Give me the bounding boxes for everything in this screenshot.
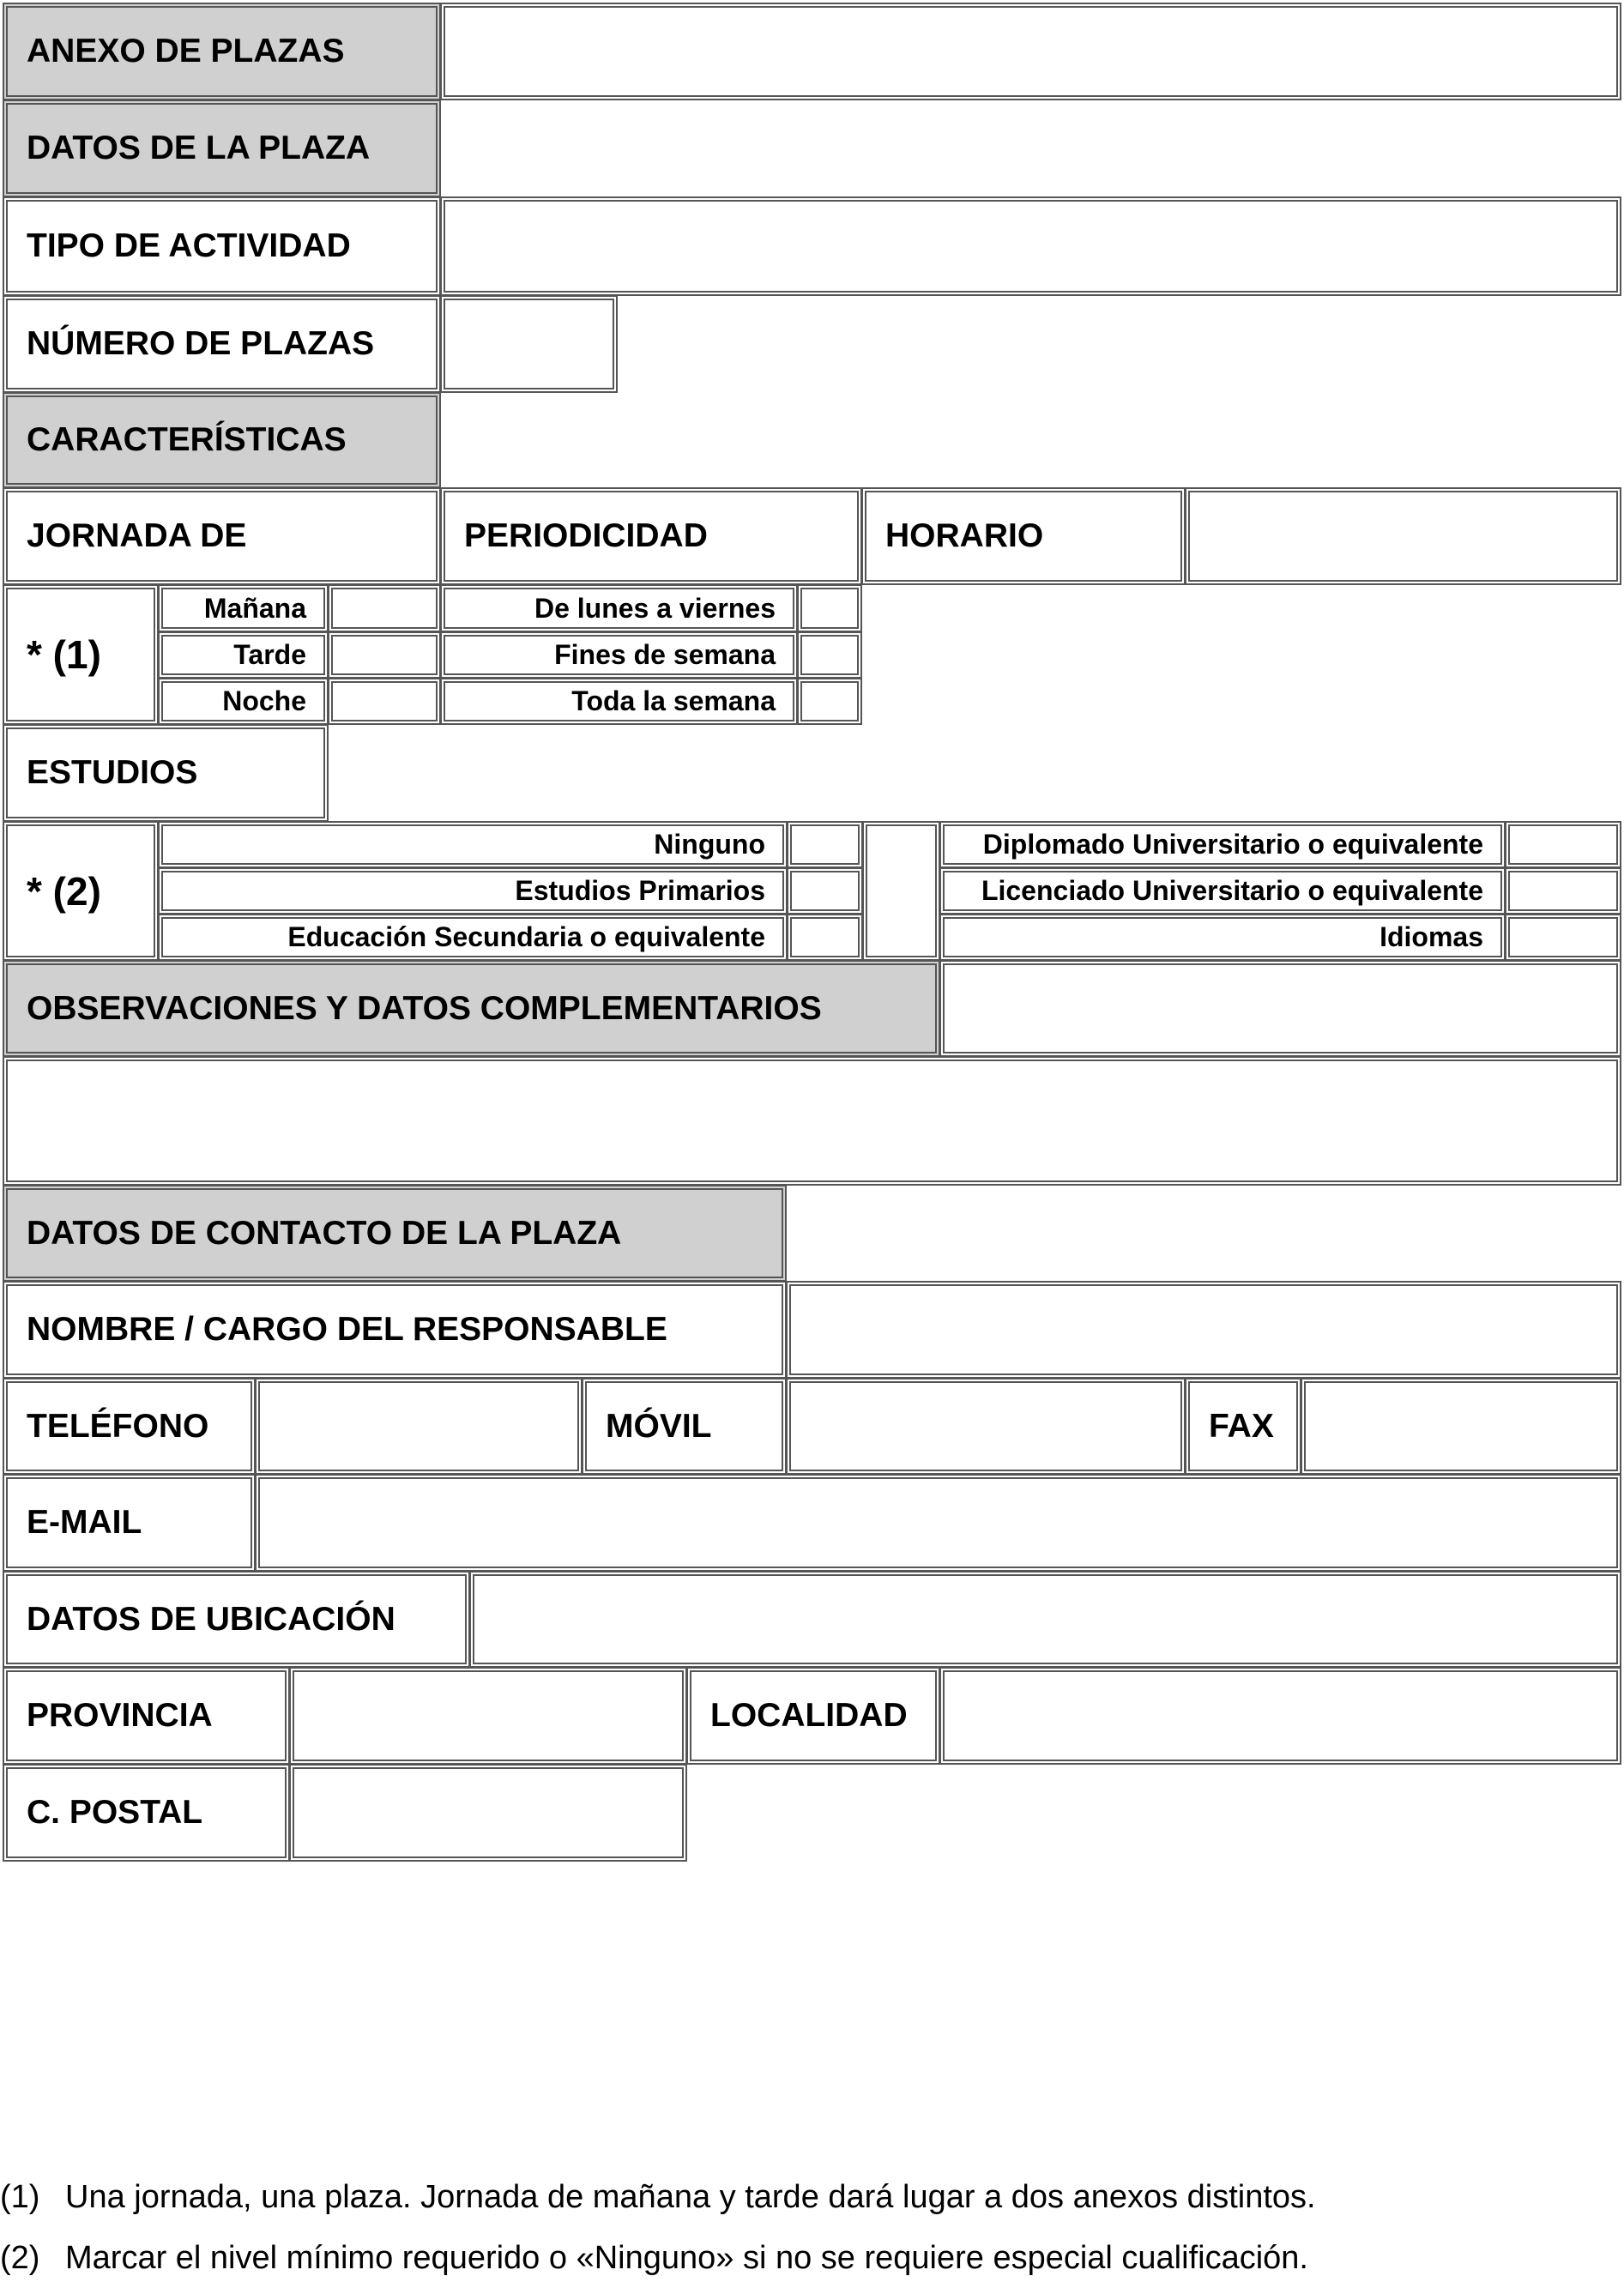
telefono-label: TELÉFONO <box>3 1378 256 1475</box>
observaciones-field[interactable] <box>3 1056 1621 1186</box>
estudios-option-licenciado: Licenciado Universitario o equivalente <box>939 867 1506 915</box>
ubicacion-label: DATOS DE UBICACIÓN <box>3 1571 470 1668</box>
localidad-field[interactable] <box>939 1667 1621 1765</box>
provincia-label: PROVINCIA <box>3 1667 290 1765</box>
jornada-option-noche: Noche <box>158 678 329 725</box>
jornada-checkbox-noche[interactable] <box>328 678 441 725</box>
periodicidad-checkbox-lunes-viernes[interactable] <box>797 584 862 632</box>
horario-label: HORARIO <box>861 487 1186 585</box>
horario-field[interactable] <box>1185 487 1621 585</box>
caracteristicas-title: CARACTERÍSTICAS <box>3 392 441 488</box>
numero-plazas-field[interactable] <box>440 295 618 393</box>
periodicidad-option-fines-semana: Fines de semana <box>440 631 798 679</box>
localidad-label: LOCALIDAD <box>686 1667 940 1765</box>
ubicacion-field[interactable] <box>469 1571 1621 1668</box>
estudios-checkbox-idiomas[interactable] <box>1505 914 1621 961</box>
estudios-option-idiomas: Idiomas <box>939 914 1506 961</box>
numero-plazas-label: NÚMERO DE PLAZAS <box>3 295 441 393</box>
anexo-field[interactable] <box>440 3 1621 100</box>
periodicidad-checkbox-fines-semana[interactable] <box>797 631 862 679</box>
periodicidad-label: PERIODICIDAD <box>440 487 862 585</box>
email-field[interactable] <box>255 1474 1621 1572</box>
jornada-checkbox-tarde[interactable] <box>328 631 441 679</box>
jornada-label: JORNADA DE <box>3 487 441 585</box>
estudios-checkbox-secundaria[interactable] <box>787 914 863 961</box>
estudios-checkbox-diplomado[interactable] <box>1505 821 1621 868</box>
jornada-checkbox-manana[interactable] <box>328 584 441 632</box>
estudios-option-diplomado: Diplomado Universitario o equivalente <box>939 821 1506 868</box>
estudios-checkbox-primarios[interactable] <box>787 867 863 915</box>
responsable-label: NOMBRE / CARGO DEL RESPONSABLE <box>3 1281 787 1379</box>
contacto-title: DATOS DE CONTACTO DE LA PLAZA <box>3 1185 787 1282</box>
estudios-option-primarios: Estudios Primarios <box>158 867 788 915</box>
jornada-option-tarde: Tarde <box>158 631 329 679</box>
fax-field[interactable] <box>1301 1378 1621 1475</box>
movil-field[interactable] <box>786 1378 1186 1475</box>
anexo-title: ANEXO DE PLAZAS <box>3 3 441 100</box>
observaciones-side <box>939 960 1621 1057</box>
estudios-option-secundaria: Educación Secundaria o equivalente <box>158 914 788 961</box>
tipo-actividad-label: TIPO DE ACTIVIDAD <box>3 196 441 296</box>
email-label: E-MAIL <box>3 1474 256 1572</box>
periodicidad-option-toda-semana: Toda la semana <box>440 678 798 725</box>
estudios-spacer <box>862 821 940 961</box>
jornada-marker: * (1) <box>3 584 159 725</box>
estudios-option-ninguno: Ninguno <box>158 821 788 868</box>
jornada-option-manana: Mañana <box>158 584 329 632</box>
movil-label: MÓVIL <box>582 1378 787 1475</box>
observaciones-title: OBSERVACIONES Y DATOS COMPLEMENTARIOS <box>3 960 940 1057</box>
responsable-field[interactable] <box>786 1281 1621 1379</box>
footnote-1: (1) Una jornada, una plaza. Jornada de mañana y tarde dará lugar a dos anexos distintos. <box>0 2179 1316 2215</box>
periodicidad-checkbox-toda-semana[interactable] <box>797 678 862 725</box>
estudios-checkbox-licenciado[interactable] <box>1505 867 1621 915</box>
postal-label: C. POSTAL <box>3 1764 290 1862</box>
datos-plaza-title: DATOS DE LA PLAZA <box>3 100 441 197</box>
telefono-field[interactable] <box>255 1378 583 1475</box>
fax-label: FAX <box>1185 1378 1301 1475</box>
footnote-2: (2) Marcar el nivel mínimo requerido o «Ninguno» si no se requiere especial cualificación. <box>0 2240 1308 2276</box>
periodicidad-option-lunes-viernes: De lunes a viernes <box>440 584 798 632</box>
estudios-checkbox-ninguno[interactable] <box>787 821 863 868</box>
estudios-label: ESTUDIOS <box>3 724 329 822</box>
estudios-marker: * (2) <box>3 821 159 961</box>
provincia-field[interactable] <box>289 1667 687 1765</box>
postal-field[interactable] <box>289 1764 687 1862</box>
tipo-actividad-field[interactable] <box>440 196 1621 296</box>
